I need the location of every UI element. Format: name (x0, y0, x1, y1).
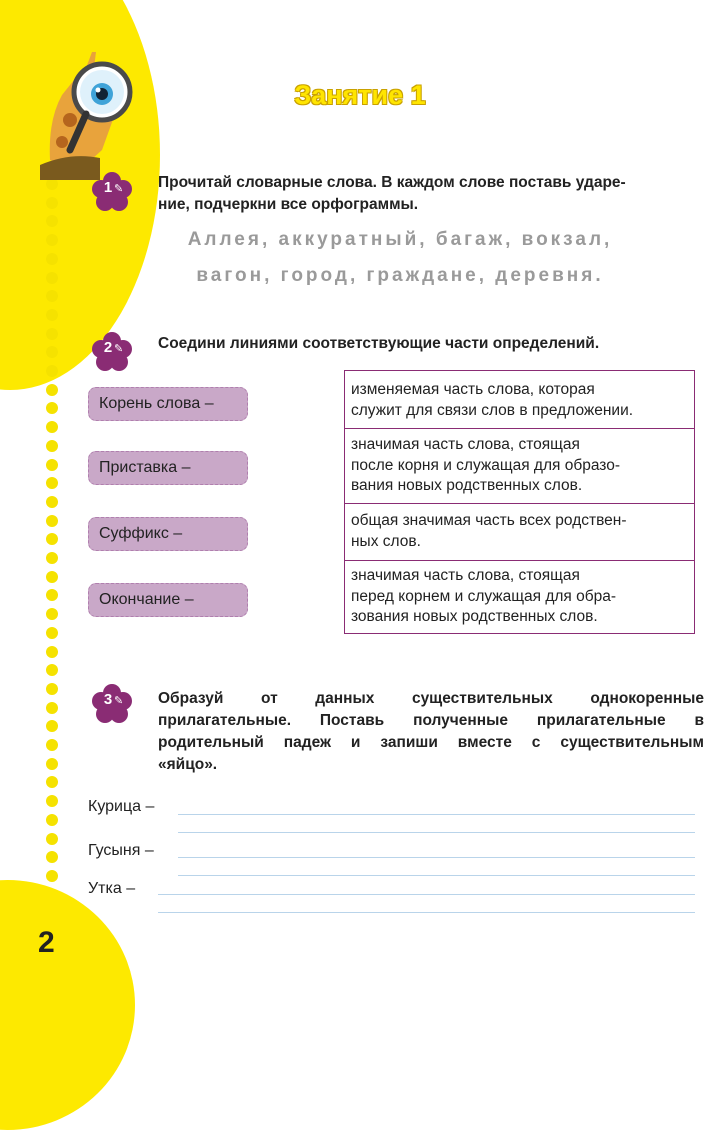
yellow-bottom-decoration (0, 880, 135, 1130)
margin-dot (46, 365, 58, 377)
margin-dot (46, 720, 58, 732)
answer-line[interactable] (158, 912, 695, 913)
margin-dot (46, 589, 58, 601)
definitions-table (344, 370, 695, 634)
margin-dot (46, 646, 58, 658)
lesson-title: Занятие 1 (294, 80, 426, 110)
margin-dot (46, 309, 58, 321)
margin-dot (46, 814, 58, 826)
margin-dot (46, 234, 58, 246)
margin-dot (46, 702, 58, 714)
margin-dot (46, 758, 58, 770)
pencil-icon: ✎ (114, 343, 124, 355)
answer-line[interactable] (158, 894, 695, 895)
answer-line[interactable] (178, 814, 695, 815)
definition-cell[interactable]: общая значимая часть всех родствен- ных слов. (345, 504, 694, 561)
margin-dot (46, 253, 58, 265)
page-number: 2 (38, 926, 55, 959)
margin-dot (46, 627, 58, 639)
definition-cell[interactable]: значимая часть слова, стоящая перед корнем и служащая для обра- зования новых родственных слов. (351, 567, 617, 625)
answer-label-kuritsa: Курица – (88, 798, 155, 815)
term-suffix[interactable]: Суффикс – (88, 517, 248, 551)
margin-dot (46, 533, 58, 545)
margin-dot (46, 851, 58, 863)
definition-cell[interactable]: изменяемая часть слова, которая служит для связи слов в предложении. (345, 371, 694, 429)
task-2-badge (92, 332, 132, 372)
task-number: 3 (103, 691, 113, 708)
margin-dot (46, 384, 58, 396)
margin-dot (46, 272, 58, 284)
margin-dot (46, 328, 58, 340)
pencil-icon: ✎ (114, 695, 124, 707)
margin-dot (46, 515, 58, 527)
task-3-badge (92, 684, 132, 724)
answer-label-gusynya: Гусыня – (88, 842, 154, 859)
margin-dot (46, 552, 58, 564)
margin-dot (46, 440, 58, 452)
definition-cell[interactable]: значимая часть слова, стоящая после корня и служащая для образо- вания новых родственных слов. (345, 429, 694, 504)
margin-dot (46, 739, 58, 751)
margin-dot (46, 776, 58, 788)
margin-dot (46, 477, 58, 489)
margin-dot (46, 683, 58, 695)
answer-line[interactable] (178, 832, 695, 833)
margin-dot (46, 833, 58, 845)
task-number: 2 (103, 339, 113, 356)
margin-dot (46, 870, 58, 882)
margin-dot (46, 608, 58, 620)
term-prefix[interactable]: Приставка – (88, 451, 248, 485)
task-1-badge (92, 172, 132, 212)
pencil-icon: ✎ (114, 183, 124, 195)
margin-dot (46, 402, 58, 414)
answer-label-utka: Утка – (88, 880, 136, 897)
margin-dot (46, 197, 58, 209)
margin-dot (46, 496, 58, 508)
giraffe-magnifier-icon (40, 40, 160, 180)
task-1-instruction: Прочитай словарные слова. В каждом слове поставь ударе- ние, подчеркни все орфограммы. (158, 174, 626, 213)
vocabulary-words-line-1: Аллея, аккуратный, багаж, вокзал, (187, 229, 613, 250)
margin-dot (46, 571, 58, 583)
margin-dot (46, 664, 58, 676)
vocabulary-words-line-2: вагон, город, граждане, деревня. (196, 265, 604, 286)
margin-dot (46, 795, 58, 807)
margin-dot (46, 421, 58, 433)
task-3-instruction: Образуй от данных существительных однокоренные прилагательные. Поставь полученные прилагательные в родительный падеж и запиши вместе с существительным «яйцо». (158, 690, 704, 773)
term-root[interactable]: Корень слова – (88, 387, 248, 421)
answer-line[interactable] (178, 857, 695, 858)
term-ending[interactable]: Окончание – (88, 583, 248, 617)
answer-line[interactable] (178, 875, 695, 876)
margin-dot (46, 459, 58, 471)
task-number: 1 (103, 179, 113, 196)
task-2-instruction: Соедини линиями соответствующие части определений. (158, 335, 600, 352)
